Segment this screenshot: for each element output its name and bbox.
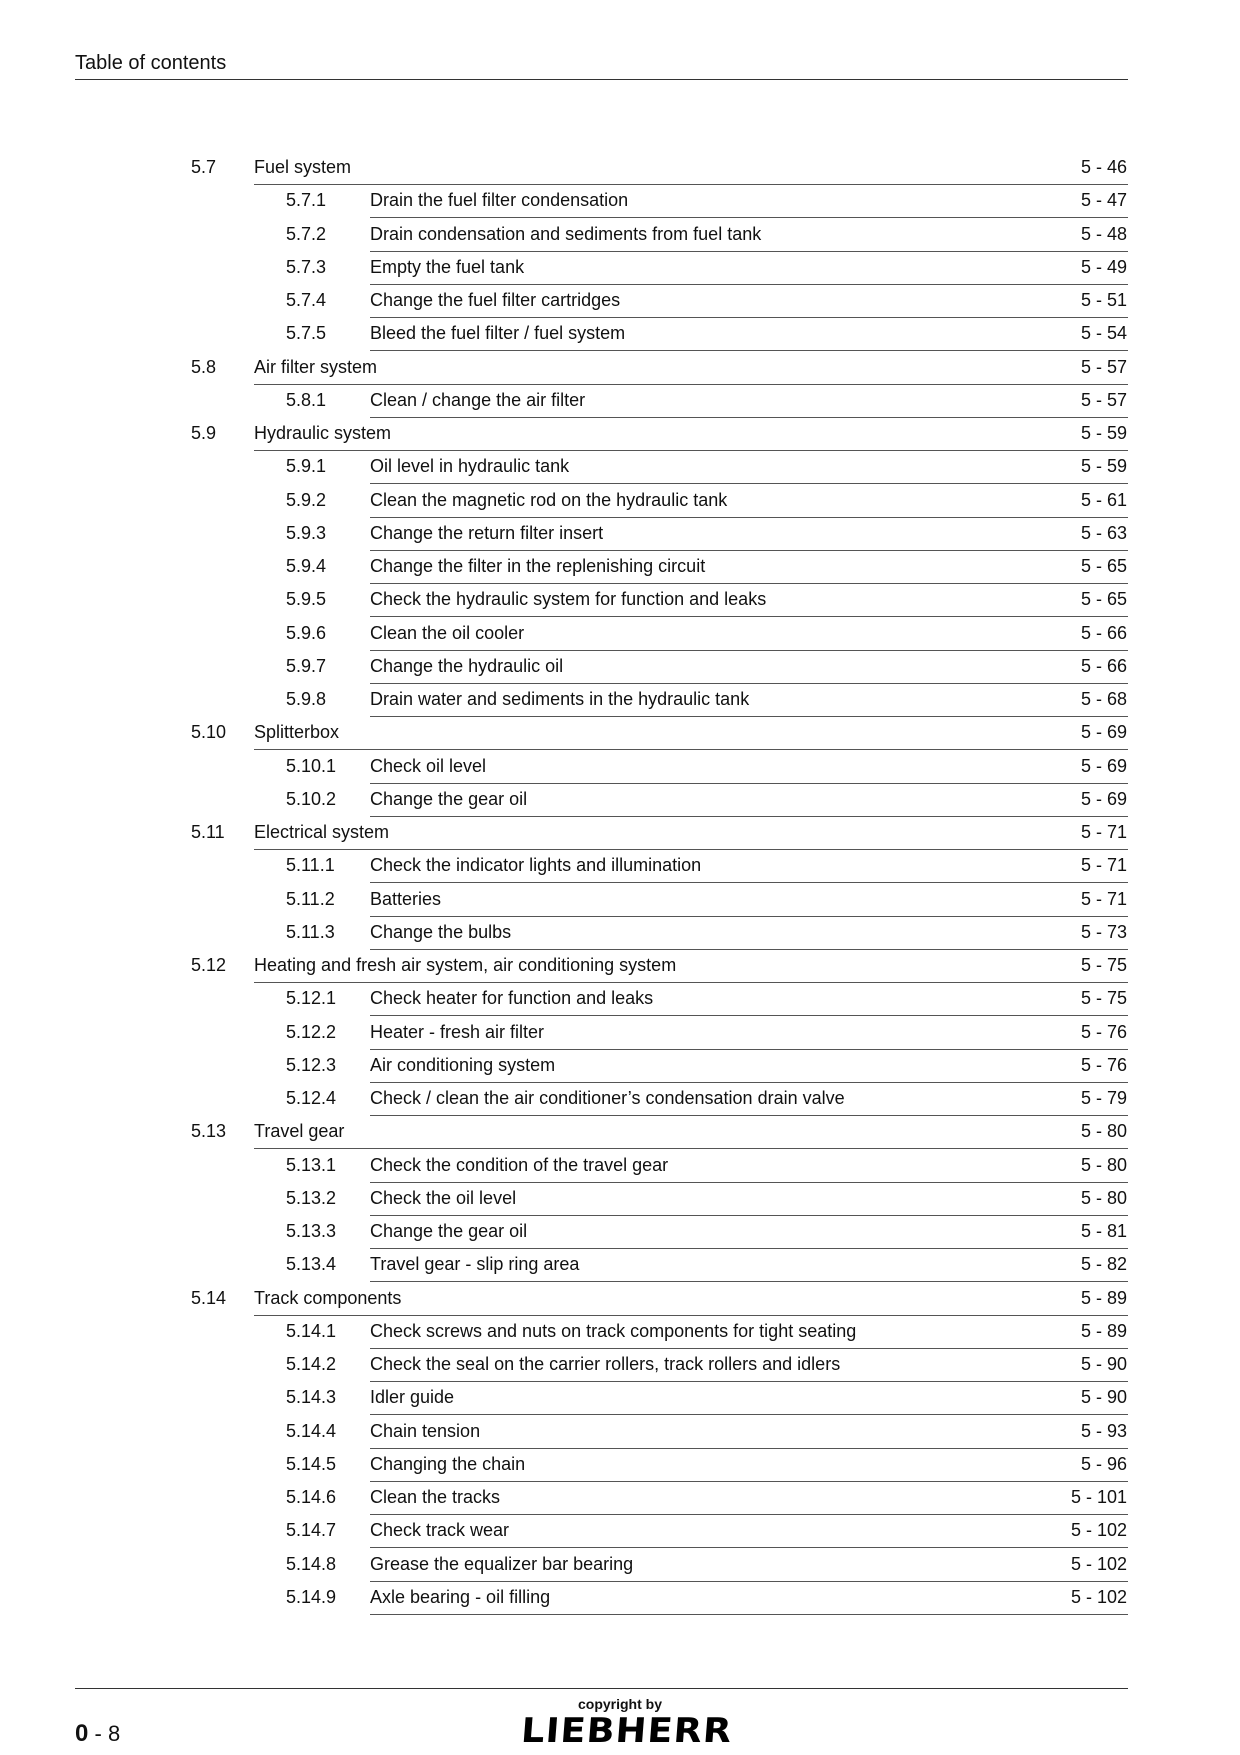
toc-entry-page: 5 - 65 — [1080, 589, 1127, 610]
toc-entry[interactable] — [0, 1582, 1240, 1615]
toc-entry-title: Empty the fuel tank — [370, 256, 525, 277]
toc-entry-page: 5 - 57 — [1080, 356, 1127, 377]
toc-entry-number: 5.9.4 — [286, 556, 327, 576]
header-rule — [75, 79, 1128, 80]
toc-entry-page: 5 - 80 — [1080, 1187, 1127, 1208]
toc-entry[interactable] — [0, 485, 1240, 518]
toc-entry-number: 5.14.4 — [286, 1420, 337, 1441]
toc-entry-page: 5 - 66 — [1080, 655, 1127, 676]
toc-entry[interactable] — [0, 784, 1240, 817]
toc-entry-title: Change the return filter insert — [370, 522, 604, 543]
toc-entry-number: 5.13.3 — [286, 1221, 337, 1241]
toc-entry-page: 5 - 54 — [1080, 323, 1127, 344]
toc-entry-number: 5.12 — [191, 955, 227, 975]
toc-entry-page: 5 - 80 — [1080, 1154, 1127, 1175]
toc-entry-title: Clean the tracks — [370, 1487, 501, 1507]
toc-entry-title: Clean the magnetic rod on the hydraulic tank — [370, 489, 728, 510]
toc-entry-title: Heater - fresh air filter — [370, 1021, 545, 1042]
toc-entry-number: 5.10.1 — [286, 755, 337, 776]
toc-entry-title: Check the condition of the travel gear — [370, 1154, 669, 1175]
toc-entry-page: 5 - 47 — [1080, 190, 1127, 211]
toc-entry-title: Drain the fuel filter condensation — [370, 190, 629, 211]
page-header-title: Table of contents — [75, 52, 227, 74]
toc-entry-number: 5.11 — [191, 822, 225, 842]
toc-entry-title: Travel gear - slip ring area — [370, 1254, 580, 1275]
toc-entry-number: 5.9.8 — [286, 689, 327, 709]
toc-entry-title: Check the oil level — [370, 1187, 517, 1208]
toc-entry-page: 5 - 90 — [1080, 1354, 1127, 1374]
toc-entry-number: 5.13.2 — [286, 1187, 337, 1208]
toc-entry[interactable] — [0, 219, 1240, 252]
toc-entry-page: 5 - 75 — [1080, 955, 1127, 975]
toc-entry[interactable] — [0, 1050, 1240, 1083]
toc-entry-page: 5 - 102 — [1070, 1520, 1127, 1541]
toc-entry-number: 5.14.2 — [286, 1354, 337, 1374]
toc-entry-title: Change the gear oil — [370, 1221, 528, 1241]
toc-entry-title: Axle bearing - oil filling — [370, 1586, 551, 1607]
toc-entry[interactable] — [0, 1283, 1240, 1316]
toc-entry-title: Hydraulic system — [254, 423, 392, 443]
toc-entry-page: 5 - 71 — [1080, 888, 1127, 909]
page-number-chapter: 0 — [75, 1720, 89, 1747]
toc-entry[interactable] — [0, 352, 1240, 385]
toc-entry[interactable] — [0, 152, 1240, 185]
toc-entry-number: 5.12.2 — [286, 1021, 337, 1042]
toc-entry-title: Track components — [254, 1287, 402, 1308]
toc-entry-page: 5 - 73 — [1080, 921, 1127, 942]
toc-entry[interactable] — [0, 950, 1240, 983]
toc-entry[interactable] — [0, 318, 1240, 351]
toc-entry-page: 5 - 81 — [1080, 1221, 1127, 1241]
toc-entry-title: Check screws and nuts on track components for tight seating — [370, 1320, 857, 1341]
toc-entry-page: 5 - 51 — [1080, 290, 1127, 310]
toc-entry[interactable] — [0, 1083, 1240, 1116]
toc-entry-title: Check oil level — [370, 755, 487, 776]
toc-entry-title: Oil level in hydraulic tank — [370, 456, 570, 477]
toc-entry-title: Check track wear — [370, 1520, 510, 1541]
page-number-value: 8 — [107, 1721, 121, 1746]
toc-entry[interactable] — [0, 418, 1240, 451]
toc-entry-page: 5 - 69 — [1080, 755, 1127, 776]
toc-entry-title: Clean the oil cooler — [370, 622, 525, 643]
toc-entry-page: 5 - 69 — [1080, 788, 1127, 809]
toc-entry[interactable] — [0, 584, 1240, 617]
toc-entry-page: 5 - 49 — [1080, 256, 1127, 277]
toc-entry-page: 5 - 63 — [1080, 522, 1127, 543]
toc-entry[interactable] — [0, 1249, 1240, 1282]
toc-entry-page: 5 - 71 — [1080, 855, 1127, 876]
liebherr-logo-text: LIEBHERR — [519, 1711, 735, 1751]
toc-entry-rule — [370, 1614, 1128, 1615]
toc-entry-number: 5.7.1 — [286, 190, 327, 211]
toc-entry[interactable] — [0, 1216, 1240, 1249]
toc-entry-number: 5.9.2 — [286, 489, 327, 510]
toc-entry[interactable] — [0, 850, 1240, 883]
toc-entry-page: 5 - 102 — [1070, 1553, 1127, 1574]
toc-entry[interactable] — [0, 1416, 1240, 1449]
toc-entry-number: 5.9.5 — [286, 589, 327, 610]
toc-entry-title: Clean / change the air filter — [370, 389, 586, 410]
toc-entry-page: 5 - 75 — [1080, 988, 1127, 1009]
toc-entry-number: 5.10 — [191, 722, 227, 743]
toc-entry-number: 5.9.6 — [286, 622, 327, 643]
toc-entry-title: Check the seal on the carrier rollers, track rollers and idlers — [370, 1354, 841, 1374]
toc-entry-title: Change the bulbs — [370, 921, 512, 942]
toc-entry[interactable] — [0, 817, 1240, 850]
toc-entry-page: 5 - 102 — [1070, 1586, 1127, 1607]
toc-entry-title: Batteries — [370, 888, 442, 909]
toc-entry-number: 5.7.3 — [286, 256, 327, 277]
toc-entry[interactable] — [0, 651, 1240, 684]
toc-entry-title: Electrical system — [254, 822, 390, 842]
toc-entry-number: 5.13 — [191, 1121, 227, 1142]
toc-entry-page: 5 - 46 — [1080, 157, 1127, 177]
toc-entry-page: 5 - 82 — [1080, 1254, 1127, 1275]
toc-entry-number: 5.13.1 — [286, 1154, 337, 1175]
toc-entry-number: 5.14.9 — [286, 1586, 337, 1607]
toc-entry[interactable] — [0, 1515, 1240, 1548]
toc-entry-number: 5.11.2 — [286, 888, 335, 909]
toc-entry-number: 5.11.1 — [286, 855, 335, 876]
toc-entry-number: 5.10.2 — [286, 788, 337, 809]
toc-entry[interactable] — [0, 1316, 1240, 1349]
toc-entry-number: 5.7.4 — [286, 290, 327, 310]
toc-entry-number: 5.9.7 — [286, 655, 327, 676]
toc-entry[interactable] — [0, 1482, 1240, 1515]
toc-entry-number: 5.9 — [191, 423, 217, 443]
toc-entry-number: 5.12.3 — [286, 1054, 337, 1075]
liebherr-logo — [519, 1711, 735, 1751]
toc-entry-title: Fuel system — [254, 157, 352, 177]
toc-entry-title: Check the hydraulic system for function and leaks — [370, 589, 767, 610]
toc-entry-page: 5 - 59 — [1080, 423, 1127, 443]
toc-entry-title: Change the fuel filter cartridges — [370, 290, 621, 310]
toc-entry[interactable] — [0, 618, 1240, 651]
toc-entry-page: 5 - 90 — [1080, 1387, 1127, 1408]
toc-entry-number: 5.9.1 — [286, 456, 327, 477]
toc-entry[interactable] — [0, 1150, 1240, 1183]
toc-entry-number: 5.14.7 — [286, 1520, 337, 1541]
toc-entry-page: 5 - 89 — [1080, 1320, 1127, 1341]
toc-entry-page: 5 - 69 — [1080, 722, 1127, 743]
toc-entry-page: 5 - 65 — [1080, 556, 1127, 576]
page-number — [75, 1720, 120, 1748]
toc-entry-number: 5.14.6 — [286, 1487, 337, 1507]
toc-entry-title: Change the filter in the replenishing circuit — [370, 556, 706, 576]
toc-entry-number: 5.14.3 — [286, 1387, 337, 1408]
footer-rule — [75, 1688, 1128, 1689]
toc-entry-page: 5 - 61 — [1080, 489, 1127, 510]
toc-entry-page: 5 - 89 — [1080, 1287, 1127, 1308]
toc-entry-title: Check the indicator lights and illumination — [370, 855, 702, 876]
toc-entry[interactable] — [0, 751, 1240, 784]
toc-entry[interactable] — [0, 983, 1240, 1016]
toc-entry-title: Drain condensation and sediments from fuel tank — [370, 223, 762, 244]
page-number-separator: - — [94, 1721, 102, 1746]
toc-entry-page: 5 - 66 — [1080, 622, 1127, 643]
toc-entry-number: 5.12.4 — [286, 1088, 337, 1108]
toc-entry-number: 5.14 — [191, 1287, 227, 1308]
toc-entry[interactable] — [0, 451, 1240, 484]
toc-entry-title: Drain water and sediments in the hydraulic tank — [370, 689, 750, 709]
toc-entry-page: 5 - 57 — [1080, 389, 1127, 410]
toc-entry-number: 5.8.1 — [286, 389, 327, 410]
toc-entry-number: 5.11.3 — [286, 921, 335, 942]
toc-entry[interactable] — [0, 518, 1240, 551]
toc-entry[interactable] — [0, 1382, 1240, 1415]
toc-entry[interactable] — [0, 285, 1240, 318]
toc-entry-page: 5 - 71 — [1080, 822, 1127, 842]
toc-entry-number: 5.13.4 — [286, 1254, 337, 1275]
toc-entry-title: Change the hydraulic oil — [370, 655, 564, 676]
toc-entry-title: Check heater for function and leaks — [370, 988, 654, 1009]
toc-entry[interactable] — [0, 385, 1240, 418]
toc-entry-title: Grease the equalizer bar bearing — [370, 1553, 634, 1574]
toc-entry-title: Changing the chain — [370, 1453, 526, 1474]
toc-entry-title: Check / clean the air conditioner’s condensation drain valve — [370, 1088, 845, 1108]
toc-entry[interactable] — [0, 684, 1240, 717]
toc-entry[interactable] — [0, 1183, 1240, 1216]
toc-entry-number: 5.7.5 — [286, 323, 327, 344]
toc-entry-page: 5 - 101 — [1070, 1487, 1127, 1507]
toc-entry[interactable] — [0, 551, 1240, 584]
toc-entry-number: 5.14.8 — [286, 1553, 337, 1574]
toc-entry-title: Air filter system — [254, 356, 378, 377]
toc-entry-number: 5.9.3 — [286, 522, 327, 543]
toc-entry[interactable] — [0, 185, 1240, 218]
toc-entry-number: 5.12.1 — [286, 988, 337, 1009]
toc-entry-number: 5.14.5 — [286, 1453, 337, 1474]
toc-entry-page: 5 - 76 — [1080, 1054, 1127, 1075]
toc-entry-number: 5.7.2 — [286, 223, 327, 244]
toc-entry-page: 5 - 48 — [1080, 223, 1127, 244]
toc-entry-title: Bleed the fuel filter / fuel system — [370, 323, 626, 344]
toc-entry[interactable] — [0, 1017, 1240, 1050]
toc-entry-title: Chain tension — [370, 1420, 481, 1441]
toc-entry[interactable] — [0, 1449, 1240, 1482]
toc-entry-page: 5 - 80 — [1080, 1121, 1127, 1142]
toc-entry-page: 5 - 96 — [1080, 1453, 1127, 1474]
copyright-text: copyright by — [577, 1696, 662, 1712]
toc-entry-page: 5 - 76 — [1080, 1021, 1127, 1042]
toc-entry-page: 5 - 93 — [1080, 1420, 1127, 1441]
toc-entry-number: 5.14.1 — [286, 1320, 337, 1341]
toc-entry[interactable] — [0, 717, 1240, 750]
toc-entry[interactable] — [0, 1349, 1240, 1382]
toc-entry-page: 5 - 79 — [1080, 1088, 1127, 1108]
toc-entry-title: Travel gear — [254, 1121, 345, 1142]
toc-entry[interactable] — [0, 1116, 1240, 1149]
toc-entry-number: 5.7 — [191, 157, 217, 177]
toc-entry[interactable] — [0, 884, 1240, 917]
toc-entry-title: Idler guide — [370, 1387, 455, 1408]
toc-entry-page: 5 - 68 — [1080, 689, 1127, 709]
toc-entry[interactable] — [0, 917, 1240, 950]
toc-entry-title: Change the gear oil — [370, 788, 528, 809]
toc-entry-page: 5 - 59 — [1080, 456, 1127, 477]
toc-entry-title: Air conditioning system — [370, 1054, 556, 1075]
toc-entry[interactable] — [0, 252, 1240, 285]
toc-entry-title: Heating and fresh air system, air conditioning system — [254, 955, 677, 975]
toc-entry-title: Splitterbox — [254, 722, 340, 743]
toc-entry-number: 5.8 — [191, 356, 217, 377]
toc-entry[interactable] — [0, 1549, 1240, 1582]
